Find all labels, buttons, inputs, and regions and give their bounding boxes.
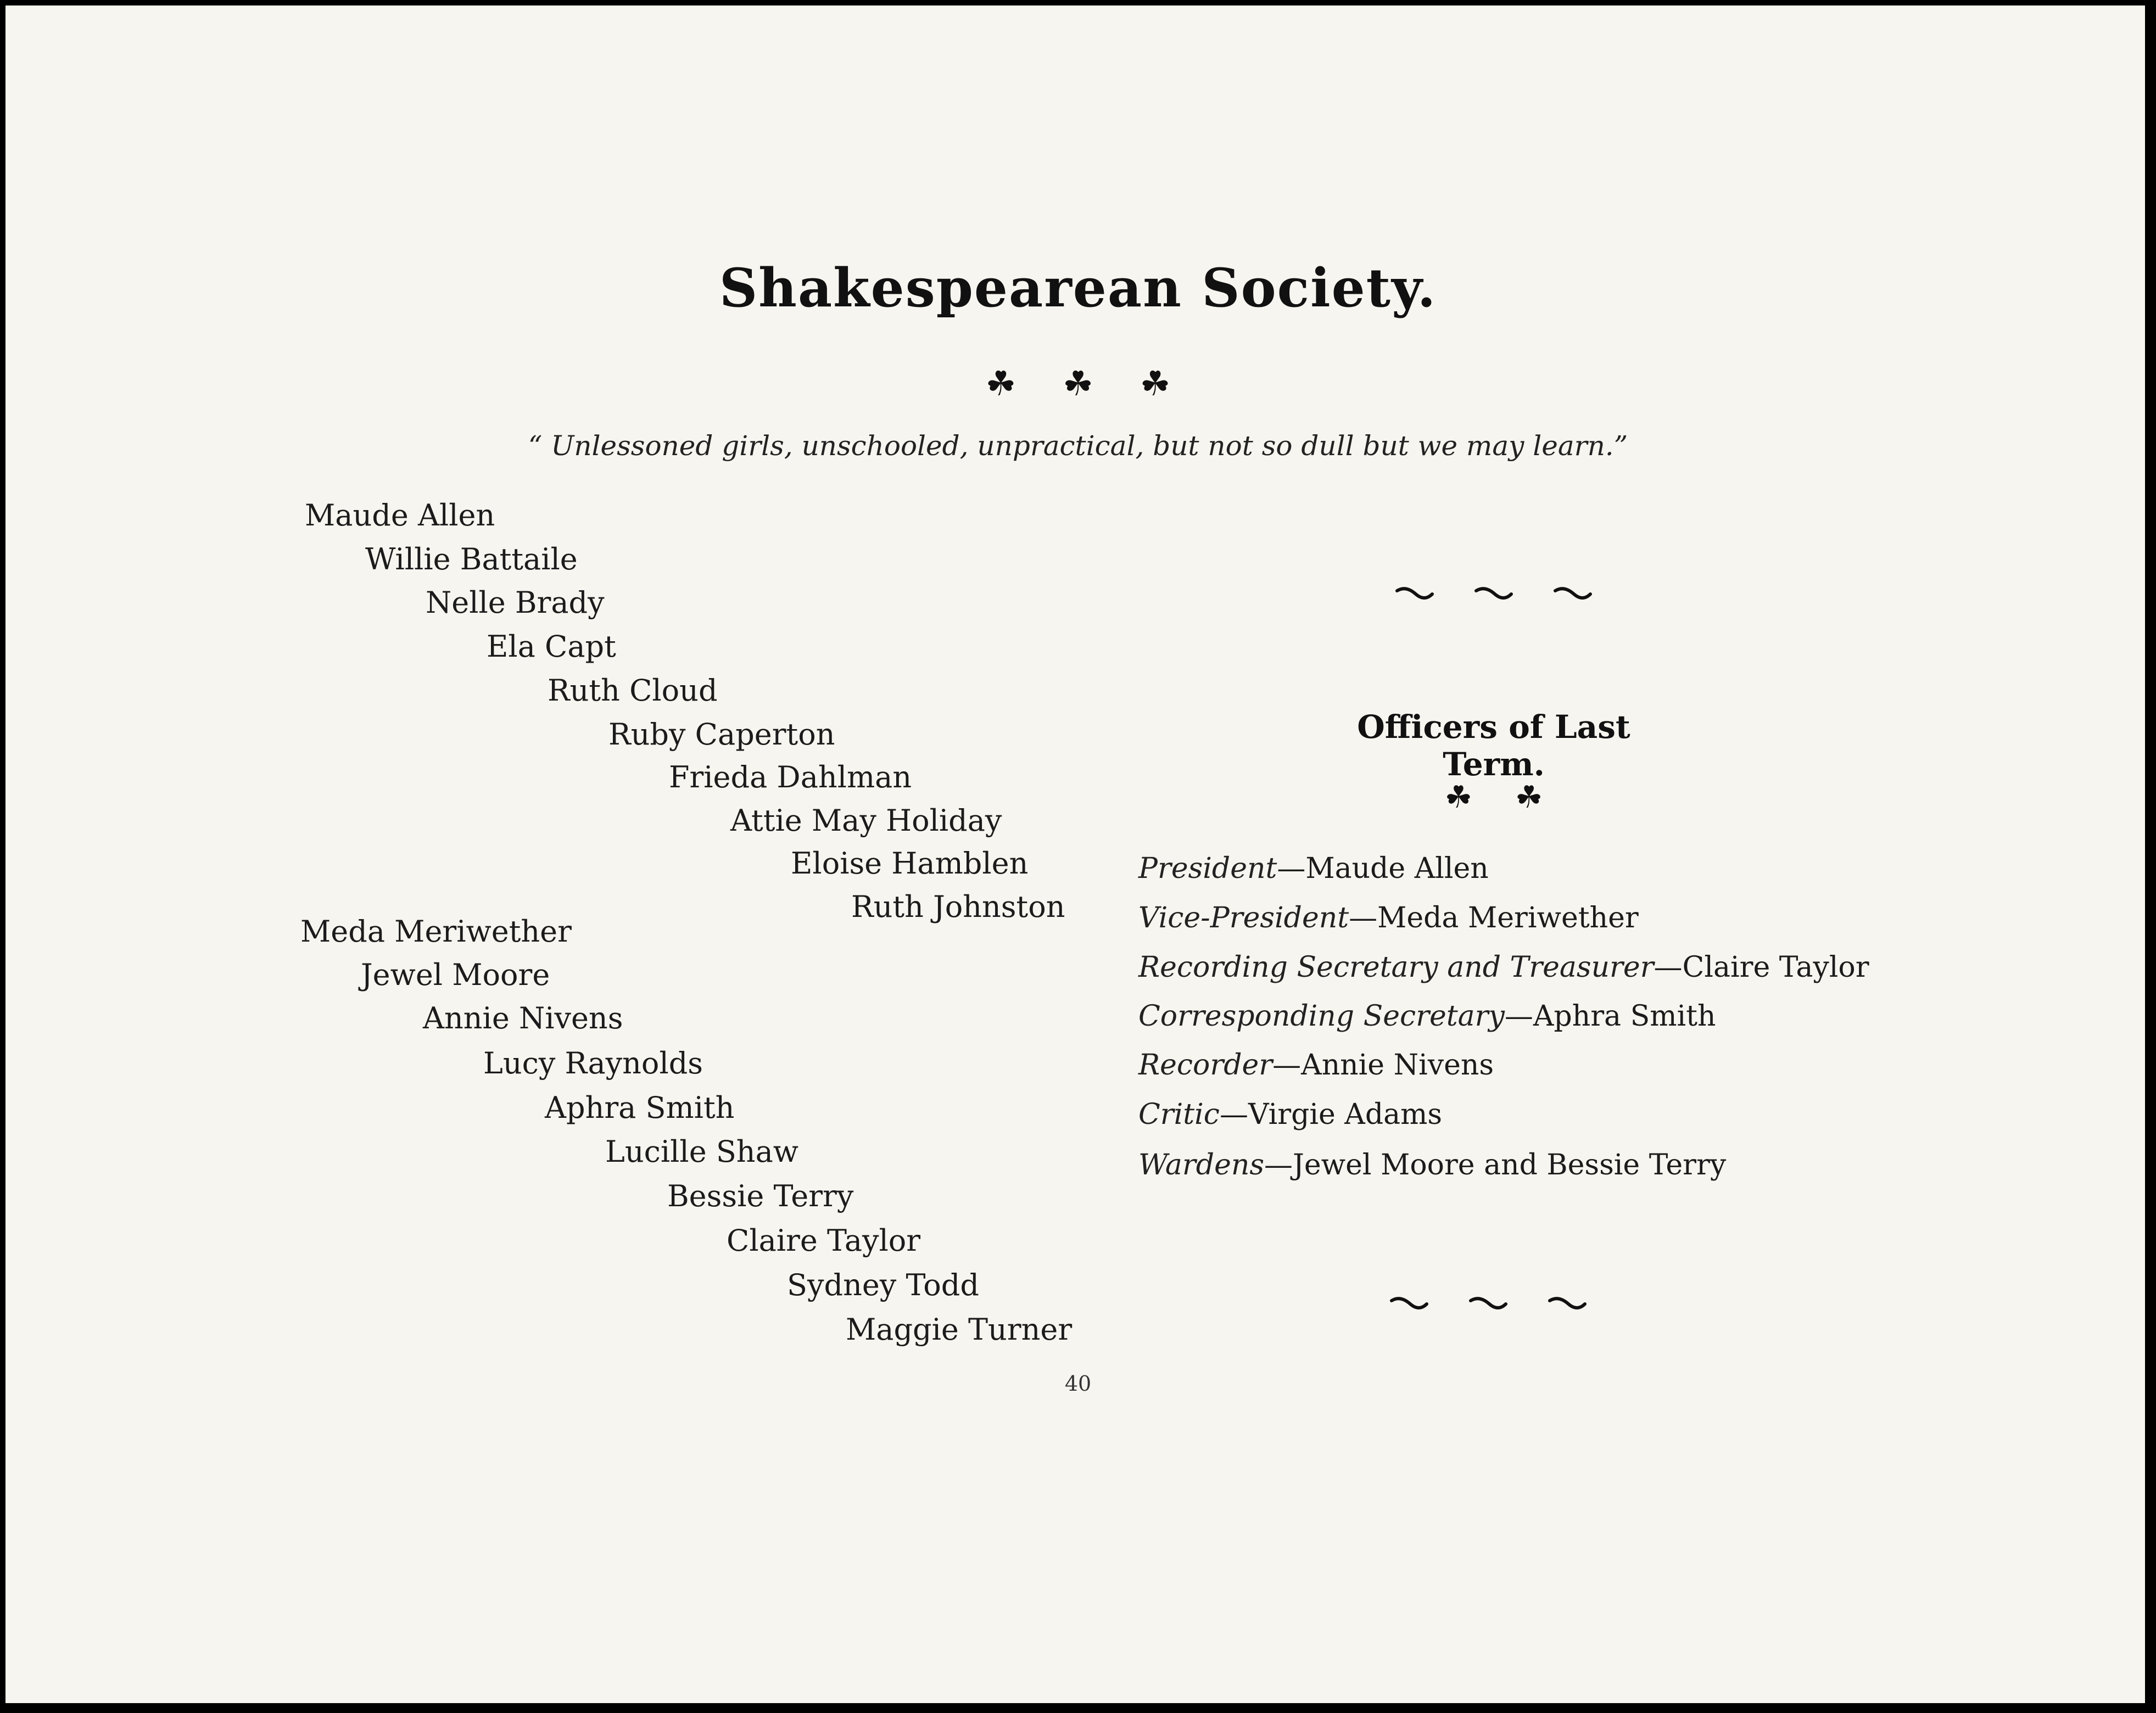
list-item: Meda Meriwether [300,914,572,949]
wave-flourish-icon [1548,1293,1587,1314]
list-item: Willie Battaile [365,542,578,576]
officer-role: Recording Secretary and Treasurer [1138,951,1654,984]
wave-flourish-icon [1468,1293,1508,1314]
wave-flourish-icon [1389,1293,1429,1314]
officer-name: Meda Meriwether [1377,902,1639,934]
officers-heading: Officers of Last Term. [1357,708,1630,783]
shamrock-icon: ☘ [985,363,1016,404]
officer-role: Critic [1138,1098,1220,1131]
officer-role: President [1138,852,1277,885]
list-item: Nelle Brady [426,585,605,620]
list-item: Annie Nivens [423,1001,623,1035]
wave-flourish-icon [1474,583,1513,604]
officer-name: Claire Taylor [1682,951,1869,984]
list-item: Claire Taylor [727,1223,921,1258]
list-item: Ruth Cloud [548,673,718,708]
list-item: Lucille Shaw [605,1134,799,1169]
shamrock-icon: ☘ [1063,363,1093,404]
list-item: Attie May Holiday [730,803,1002,838]
officer-name: Annie Nivens [1301,1049,1494,1082]
officer-critic: Critic—Virgie Adams [1138,1098,1443,1131]
shamrock-icon: ☘ [1140,363,1171,404]
officer-name: Virgie Adams [1248,1098,1443,1131]
shamrock-icon: ☘ [1444,780,1472,815]
list-item: Jewel Moore [361,958,550,992]
officer-recording-secretary: Recording Secretary and Treasurer—Claire Taylor [1138,951,1869,984]
divider-top [1395,583,1593,604]
title-ornament-row [0,363,2156,404]
officer-name: Jewel Moore and Bessie Terry [1293,1149,1727,1182]
wave-flourish-icon [1395,583,1434,604]
officer-role: Vice-President [1138,902,1349,934]
page-title: Shakespearean Society. [719,257,1437,319]
list-item: Maggie Turner [846,1312,1073,1347]
officer-name: Aphra Smith [1533,1000,1716,1033]
officers-ornament-row [1406,782,1582,813]
divider-bottom [1389,1293,1587,1314]
list-item: Lucy Raynolds [483,1046,703,1081]
list-item: Frieda Dahlman [669,760,912,794]
list-item: Ela Capt [487,629,616,664]
officer-vice-president: Vice-President—Meda Meriwether [1138,902,1639,934]
list-item: Aphra Smith [545,1090,735,1125]
officer-name: Maude Allen [1305,852,1489,885]
list-item: Ruth Johnston [851,889,1065,924]
officer-recorder: Recorder—Annie Nivens [1138,1049,1494,1082]
list-item: Eloise Hamblen [791,846,1029,881]
page-number: 40 [1064,1371,1092,1396]
officer-role: Wardens [1138,1149,1265,1182]
wave-flourish-icon [1553,583,1593,604]
officer-role: Recorder [1138,1049,1273,1082]
list-item: Maude Allen [305,498,495,533]
officer-wardens: Wardens—Jewel Moore and Bessie Terry [1138,1149,1727,1182]
motto-quote: “ Unlessoned girls, unschooled, unpractical, but not so dull but we may learn.” [528,430,1628,462]
list-item: Sydney Todd [787,1268,979,1302]
list-item: Ruby Caperton [608,717,835,752]
shamrock-icon: ☘ [1515,780,1543,815]
officer-corresponding-secretary: Corresponding Secretary—Aphra Smith [1138,1000,1716,1033]
officer-role: Corresponding Secretary [1138,1000,1505,1033]
list-item: Bessie Terry [667,1179,854,1213]
officer-president: President—Maude Allen [1138,852,1489,885]
